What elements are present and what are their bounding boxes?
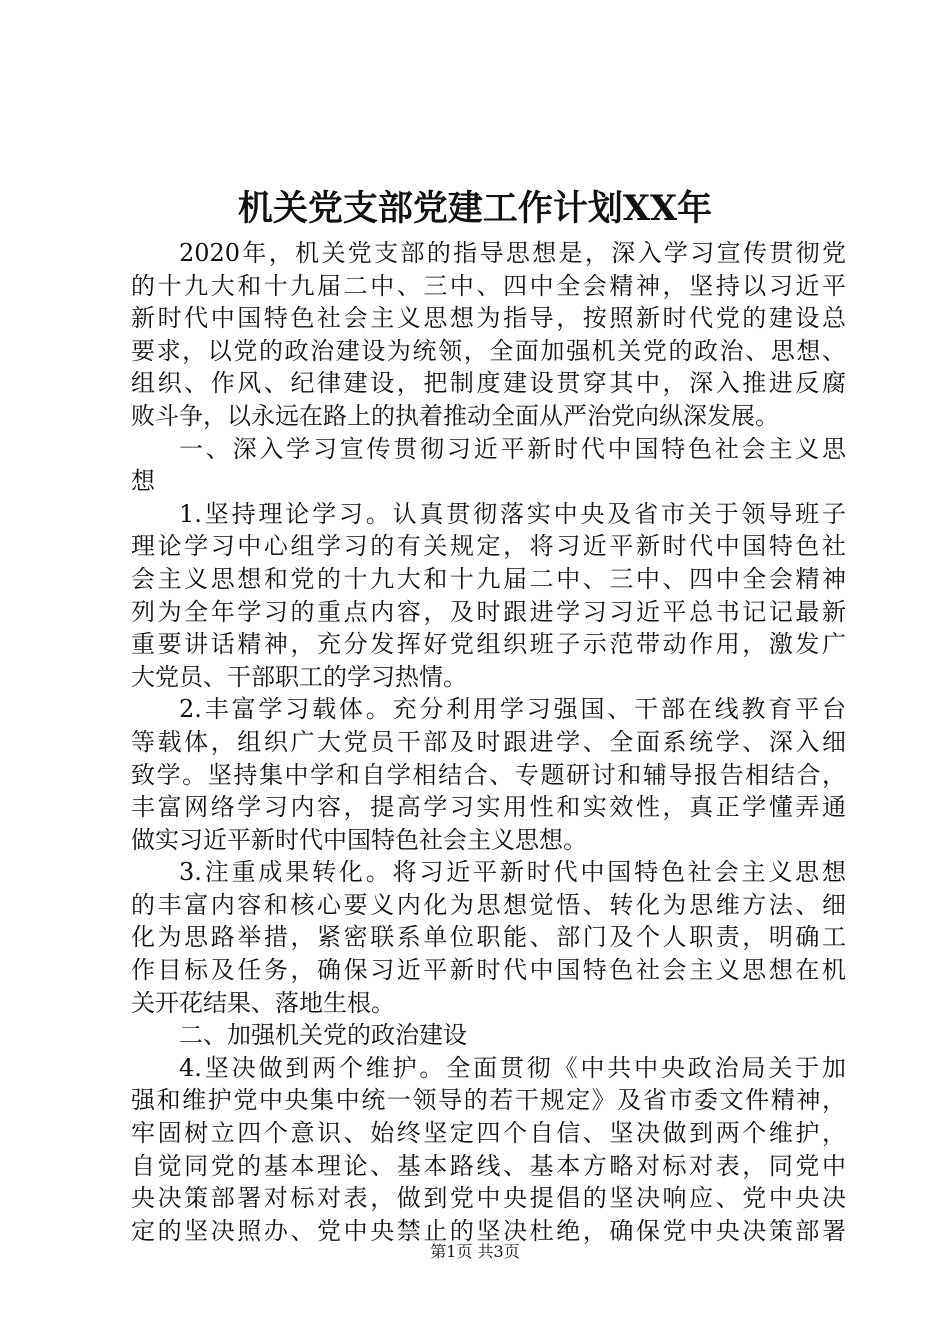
text-line: 会主义思想和党的十九大和十九届二中、三中、四中全会精神	[131, 564, 846, 593]
text-line: 败斗争，以永远在路上的执着推动全面从严治党向纵深发展。	[131, 401, 779, 430]
text-line: 牢固树立四个意识、始终坚定四个自信、坚决做到两个维护，	[131, 1119, 846, 1148]
text-line: 定的坚决照办、党中央禁止的坚决杜绝，确保党中央决策部署	[131, 1216, 846, 1245]
text-line: 等载体，组织广大党员干部及时跟进学、全面系统学、深入细	[131, 727, 846, 756]
text-line: 作目标及任务，确保习近平新时代中国特色社会主义思想在机	[131, 956, 846, 985]
text-line: 自觉同党的基本理论、基本路线、基本方略对标对表，同党中	[131, 1151, 846, 1180]
text-line: 想	[131, 467, 155, 496]
text-line: 丰富网络学习内容，提高学习实用性和实效性，真正学懂弄通	[131, 793, 846, 822]
text-line: 2.丰富学习载体。充分利用学习强国、干部在线教育平台	[179, 695, 846, 724]
text-line: 3.注重成果转化。将习近平新时代中国特色社会主义思想	[179, 858, 846, 887]
text-line: 1.坚持理论学习。认真贯彻落实中央及省市关于领导班子	[179, 499, 846, 528]
text-line: 化为思路举措，紧密联系单位职能、部门及个人职责，明确工	[131, 923, 846, 952]
text-line: 2020年，机关党支部的指导思想是，深入学习宣传贯彻党	[179, 239, 846, 267]
text-line: 组织、作风、纪律建设，把制度建设贯穿其中，深入推进反腐	[131, 369, 846, 398]
text-line: 的十九大和十九届二中、三中、四中全会精神，坚持以习近平	[131, 271, 846, 300]
document-title: 机关党支部党建工作计划XX年	[237, 188, 713, 229]
text-line: 重要讲话精神，充分发挥好党组织班子示范带动作用，激发广	[131, 630, 846, 659]
text-line: 理论学习中心组学习的有关规定，将习近平新时代中国特色社	[131, 532, 846, 561]
text-line: 二、加强机关党的政治建设	[179, 1021, 467, 1050]
text-line: 要求，以党的政治建设为统领，全面加强机关党的政治、思想、	[131, 336, 846, 365]
text-line: 的丰富内容和核心要义内化为思想觉悟、转化为思维方法、细	[131, 890, 846, 919]
document-body	[131, 237, 846, 1247]
page-footer: 第1页 共3页	[430, 1242, 520, 1261]
text-line: 关开花结果、落地生根。	[131, 988, 395, 1017]
text-line: 新时代中国特色社会主义思想为指导，按照新时代党的建设总	[131, 304, 846, 333]
text-line: 一、深入学习宣传贯彻习近平新时代中国特色社会主义思	[179, 434, 846, 463]
text-line: 做实习近平新时代中国特色社会主义思想。	[131, 825, 587, 854]
text-line: 致学。坚持集中学和自学相结合、专题研讨和辅导报告相结合，	[131, 760, 846, 789]
text-line: 列为全年学习的重点内容，及时跟进学习习近平总书记记最新	[131, 597, 846, 626]
text-line: 4.坚决做到两个维护。全面贯彻《中共中央政治局关于加	[179, 1053, 846, 1082]
text-line: 大党员、干部职工的学习热情。	[131, 662, 467, 691]
text-line: 央决策部署对标对表，做到党中央提倡的坚决响应、党中央决	[131, 1184, 846, 1213]
text-line: 强和维护党中央集中统一领导的若干规定》及省市委文件精神，	[131, 1086, 846, 1115]
